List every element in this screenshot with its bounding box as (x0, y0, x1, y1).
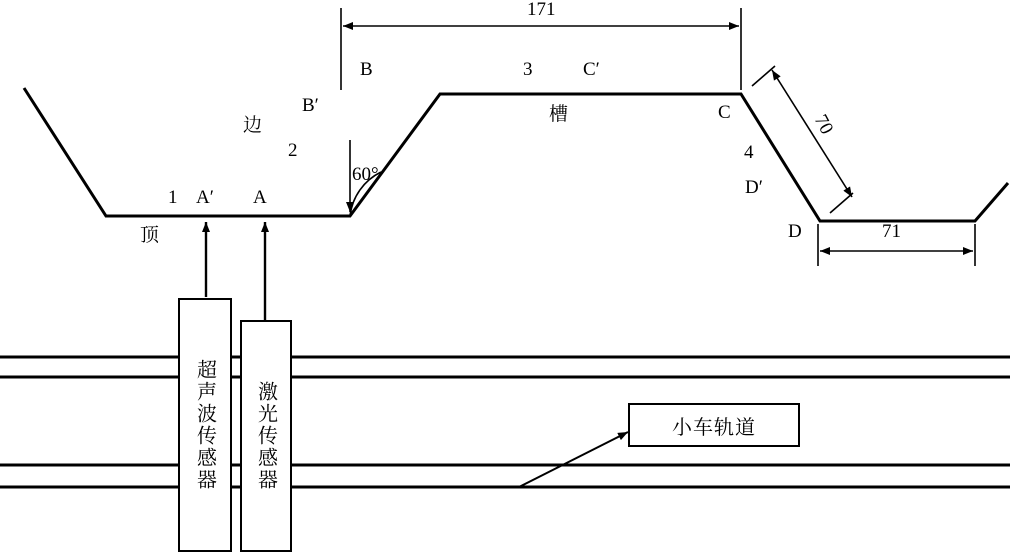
point-b-prime-label: B′ (302, 95, 319, 116)
dimension-70-label: 70 (809, 111, 838, 138)
track-rails (0, 357, 1010, 487)
point-c-prime-label: C′ (583, 59, 600, 80)
side-surface-label: 边 (243, 114, 263, 136)
cart-track-label: 小车轨道 (672, 414, 756, 439)
laser-sensor-label: 激光传感器 (254, 381, 279, 491)
point-a-label: A (253, 187, 267, 208)
cart-track-box[interactable] (628, 403, 800, 447)
ultrasonic-sensor-box[interactable] (178, 298, 232, 552)
dimension-71-label: 71 (882, 221, 901, 242)
groove-label: 槽 (549, 103, 569, 125)
top-surface-label: 顶 (140, 224, 160, 246)
segment-2-label: 2 (288, 140, 298, 161)
point-b-label: B (360, 59, 373, 80)
point-c-label: C (718, 102, 731, 123)
point-d-label: D (788, 221, 802, 242)
segment-3-label: 3 (523, 59, 533, 80)
dimension-171 (341, 8, 741, 90)
dimension-171-label: 171 (527, 0, 556, 20)
segment-4-label: 4 (744, 142, 754, 163)
point-a-prime-label: A′ (196, 187, 214, 208)
segment-1-label: 1 (168, 187, 178, 208)
laser-sensor-box[interactable] (240, 320, 292, 552)
cart-track-leader (519, 432, 628, 487)
angle-60-label: 60° (352, 164, 379, 185)
ultrasonic-sensor-label: 超声波传感器 (193, 359, 218, 491)
point-d-prime-label: D′ (745, 177, 763, 198)
